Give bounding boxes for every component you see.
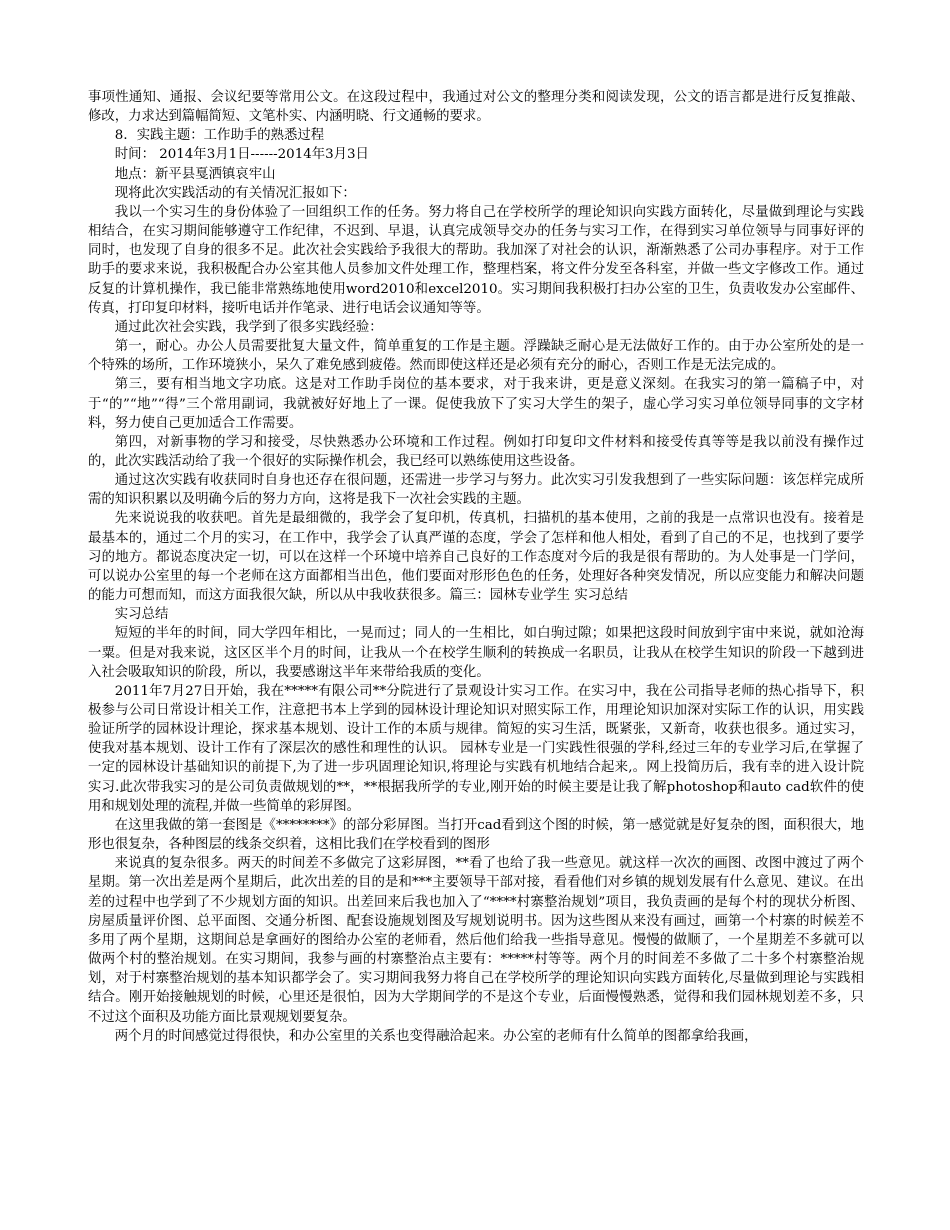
paragraph-15: 2011年7月27日开始，我在*****有限公司**分院进行了景观设计实习工作。在实习中，我在公司指导老师的热心指导下，积极参与公司日常设计相关工作，注意把书本上学到的园林设计理论知识对照实际工作，用理论知识加深对实际工作的认识，用实践验证所学的园林设计理论，探求基本规划、设计工作的本质与规律。简短的实习生活，既紧张，又新奇，收获也很多。通过实习，使我对基本规划、设计工作有了深层次的感性和理性的认识。 园林专业是一门实践性很强的学科,经过三年的专业学习后,在掌握了一定的园林设计基础知识的前提下,为了进一步巩固理论知识,将理论与实践有机地结合起来,。网上投简历后，我有幸的进入设计院实习.此次带我实习的是公司负责做规划的**，**根据我所学的专业,刚开始的时候主要是让我了解photoshop和auto cad软件的使用和规划处理的流程,并做一些简单的彩屏图。 [88,683,864,814]
paragraph-2: 8．实践主题：工作助手的熟悉过程 [114,128,325,144]
paragraph-14: 短短的半年的时间，同大学四年相比，一晃而过；同人的一生相比，如白驹过隙；如果把这段时间放到宇宙中来说，就如沧海一粟。但是对我来说，这区区半个月的时间，让我从一个在校学生顺利的转换成一名职员，让我从在校学生知识的阶段一下越到进入社会吸取知识的阶段，所以，我要感谢这半年来带给我质的变化。 [88,626,864,680]
paragraph-11: 通过这次实践有收获同时自身也还存在很问题，还需进一步学习与努力。此次实习引发我想到了一些实际问题：该怎样完成所需的知识积累以及明确今后的努力方向，这将是我下一次社会实践的主题。 [88,473,864,508]
paragraph-5: 现将此次实践活动的有关情况汇报如下： [114,185,356,201]
paragraph-12: 先来说说我的收获吧。首先是最细微的，我学会了复印机，传真机，扫描机的基本使用，之前的我是一点常识也没有。接着是最基本的，通过二个月的实习，在工作中，我学会了认真严谨的态度，学会了怎样和他人相处，看到了自己的不足，也找到了要学习的地方。都说态度决定一切，可以在这样一个环境中培养自己良好的工作态度对今后的我是很有帮助的。为人处事是一门学问，可以说办公室里的每一个老师在这方面都相当出色，他们要面对形形色色的任务，处理好各种突发情况，所以应变能力和解决问题的能力可想而知，而这方面我很欠缺，所以从中我收获很多。篇三：园林专业学生 实习总结 [88,511,864,604]
paragraph-13: 实习总结 [114,607,169,623]
paragraph-1: 事项性通知、通报、会议纪要等常用公文。在这段过程中，我通过对公文的整理分类和阅读发现，公文的语言都是进行反复推敲、修改，力求达到篇幅简短、文笔朴实、内涵明晓、行文通畅的要求。 [88,90,864,125]
paragraph-16: 在这里我做的第一套图是《********》的部分彩屏图。当打开cad看到这个图的时候，第一感觉就是好复杂的图，面积很大，地形也很复杂，各种图层的线条交织着，这相比我们在学校看到的图形 [88,817,864,853]
paragraph-17: 来说真的复杂很多。两天的时间差不多做完了这彩屏图，**看了也给了我一些意见。就这样一次次的画图、改图中渡过了两个星期。第一次出差是两个星期后，此次出差的目的是和***主要领导干部对接，看看他们对乡镇的规划发展有什么意见、建议。在出差的过程中也学到了不少规划方面的知识。出差回来后我也加入了“****村寨整治规划”项目，我负责画的是每个村的现状分析图、房屋质量评价图、总平面图、交通分析图、配套设施规划图及写规划说明书。因为这些图从来没有画过，画第一个村寨的时候差不多用了两个星期，这期间总是拿画好的图给办公室的老师看，然后他们给我一些指导意见。慢慢的做顺了，一个星期差不多就可以做两个村的整治规划。在实习期间，我参与画的村寨整治点主要有：*****村等等。两个月的时间差不多做了二十多个村寨整治规划，对于村寨整治规划的基本知识都学会了。实习期间我努力将自己在学校所学的理论知识向实践方面转化,尽量做到理论与实践相结合。刚开始接触规划的时候，心里还是很怕，因为大学期间学的不是这个专业，后面慢慢熟悉，觉得和我们园林规划差不多，只不过这个面积及功能方面比景观规划要复杂。 [88,856,864,1025]
paragraph-18: 两个月的时间感觉过得很快，和办公室里的关系也变得融洽起来。办公室的老师有什么简单的图都拿给我画， [114,1028,758,1044]
paragraph-8: 第一，耐心。办公人员需要批复大量文件，简单重复的工作是主题。浮躁缺乏耐心是无法做好工作的。由于办公室所处的是一个特殊的场所，工作环境狭小，呆久了难免感到疲倦。然而即使这样还是必须有充分的耐心，否则工作是无法完成的。 [88,339,864,374]
paragraph-7: 通过此次社会实践，我学到了很多实践经验： [114,319,383,335]
paragraph-9: 第三，要有相当地文字功底。这是对工作助手岗位的基本要求，对于我来讲，更是意义深刻。在我实习的第一篇稿子中，对于“的”“地”“得”三个常用副词，我就被好好地上了一课。促使我放下了实习大学生的架子，虚心学习实习单位领导同事的文字材料，努力使自己更加适合工作需要。 [88,377,864,431]
paragraph-6: 我以一个实习生的身份体验了一回组织工作的任务。努力将自己在学校所学的理论知识向实践方面转化，尽量做到理论与实践相结合，在实习期间能够遵守工作纪律，不迟到、早退，认真完成领导交办的任务与实习工作，在得到实习单位领导与同事好评的同时，也发现了自身的很多不足。此次社会实践给予我很大的帮助。我加深了对社会的认识，渐渐熟悉了公司办事程序。对于工作助手的要求来说，我积极配合办公室其他人员参加文件处理工作，整理档案，将文件分发至各科室，并做一些文字修改工作。通过反复的计算机操作，我已能非常熟练地使用word2010和excel2010。实习期间我积极打扫办公室的卫生，负责收发办公室邮件、传真，打印复印材料，接听电话并作笔录、进行电话会议通知等等。 [88,204,864,316]
document-page [88,88,864,1046]
paragraph-10: 第四，对新事物的学习和接受，尽快熟悉办公环境和工作过程。例如打印复印文件材料和接受传真等等是我以前没有操作过的，此次实践活动给了我一个很好的实际操作机会，我已经可以熟练使用这些设备。 [88,434,864,469]
paragraph-3: 时间： 2014年3月1日------2014年3月3日 [114,147,369,163]
paragraph-4: 地点：新平县戛洒镇哀牢山 [114,166,276,182]
